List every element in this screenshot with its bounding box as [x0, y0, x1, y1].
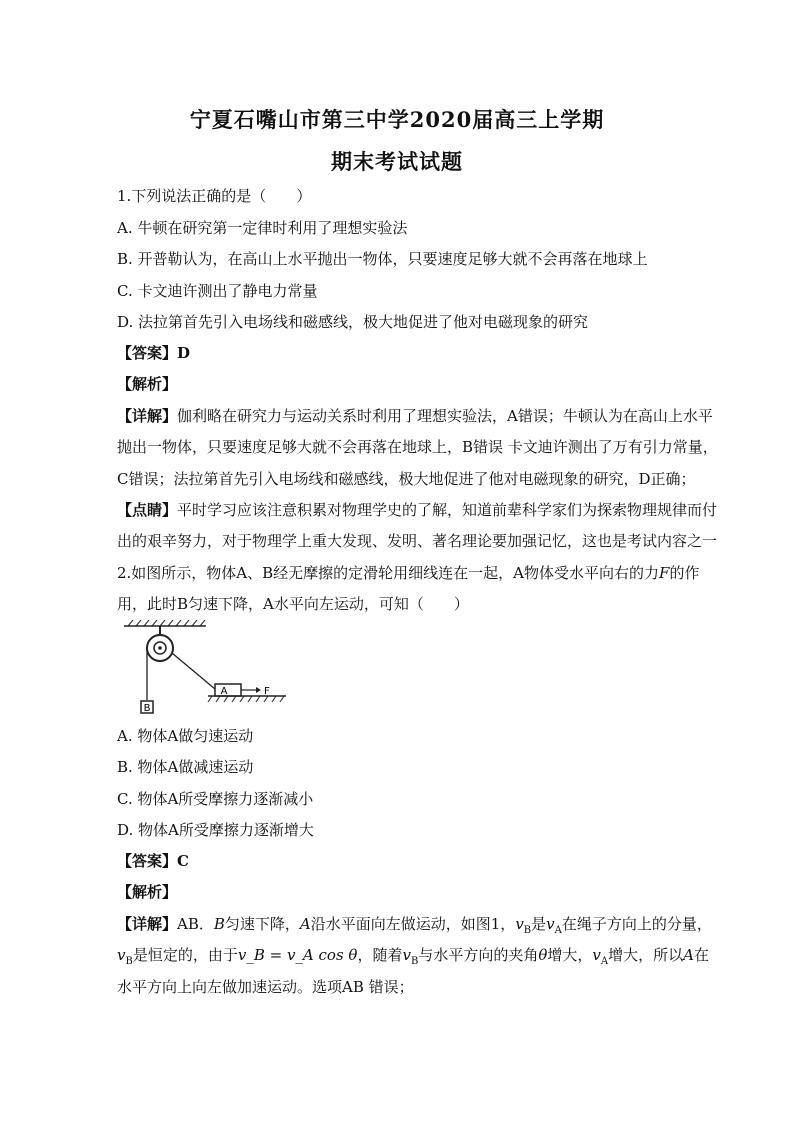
- q1-option-a: A. 牛顿在研究第一定律时利用了理想实验法: [117, 219, 408, 237]
- q2-answer: 【答案】C: [117, 852, 189, 870]
- q2-detail-text: ，随着: [357, 946, 403, 964]
- force-arrow-head: [256, 687, 261, 693]
- q2-detail-text: 增大，: [547, 946, 593, 964]
- q2-detail-line-1: [117, 914, 712, 941]
- q1-tip-label: 【点睛】: [117, 501, 178, 519]
- block-a: [215, 684, 241, 696]
- q1-detail-line-1: [117, 406, 713, 426]
- q2-detail-text: 在绳子方向上的分量，: [561, 915, 712, 933]
- q1-analysis-label: 【解析】: [117, 375, 178, 393]
- q2-stem-force-symbol: F: [659, 564, 670, 582]
- q1-tip-text-1: 平时学习应该注意积累对物理学史的了解，知道前辈科学家们为探索物理规律而付: [177, 501, 718, 519]
- q1-tip-line-1: [117, 500, 718, 520]
- q2-detail-var: v: [402, 946, 411, 964]
- q2-option-d: D. 物体A所受摩擦力逐渐增大: [117, 821, 314, 839]
- q2-detail-text: AB．: [177, 915, 214, 933]
- q2-detail-var: θ: [538, 946, 548, 964]
- block-b-label: B: [143, 703, 151, 714]
- q2-detail-text: 沿水平面向左做运动，如图1，: [310, 915, 516, 933]
- rope-to-a: [172, 653, 215, 689]
- q2-detail-sub: A: [600, 956, 609, 967]
- q2-detail-label: 【详解】: [117, 915, 178, 933]
- pulley-center: [158, 646, 162, 650]
- q2-detail-line-3: 水平方向上向左做加速运动。选项AB 错误；: [117, 978, 414, 996]
- q2-analysis-label: 【解析】: [117, 883, 178, 901]
- q2-stem-text-b: 的作: [669, 564, 700, 582]
- q2-detail-text: 是: [531, 915, 547, 933]
- q2-stem-line-1: [117, 563, 700, 583]
- q2-option-c: C. 物体A所受摩擦力逐渐减小: [117, 790, 314, 808]
- force-label: F: [264, 686, 270, 697]
- q2-detail-sub: A: [554, 925, 562, 936]
- q2-stem-line-2: 用，此时B匀速下降，A水平向左运动，可知（ ）: [117, 595, 469, 613]
- q2-detail-var: v: [117, 946, 126, 964]
- q2-detail-text: 是恒定的，由于: [132, 946, 238, 964]
- q2-detail-var: v: [592, 946, 601, 964]
- q2-velocity-formula: v_B = v_A cos θ: [237, 946, 358, 964]
- doc-title-line-1: 宁夏石嘴山市第三中学2020届高三上学期: [189, 107, 605, 132]
- q2-detail-sub: B: [125, 956, 133, 967]
- q1-option-d: D. 法拉第首先引入电场线和磁感线，极大地促进了他对电磁现象的研究: [117, 313, 589, 331]
- q2-option-a: A. 物体A做匀速运动: [117, 727, 254, 745]
- q1-tip-line-2: 出的艰辛努力，对于物理学上重大发现、发明、著名理论要加强记忆，这也是考试内容之一: [117, 532, 718, 550]
- q1-detail-text-1: 伽利略在研究力与运动关系时利用了理想实验法，A错误；牛顿认为在高山上水平: [177, 407, 713, 425]
- q2-option-b: B. 物体A做减速运动: [117, 758, 254, 776]
- q2-detail-var: A: [299, 915, 311, 933]
- q2-detail-text: 在: [693, 946, 709, 964]
- q1-answer: 【答案】D: [117, 344, 191, 362]
- q2-detail-var: v: [515, 915, 524, 933]
- q2-detail-sub: B: [523, 925, 532, 936]
- pulley-diagram: [120, 620, 290, 720]
- ceiling-hatching: [128, 620, 205, 626]
- q2-detail-text: 匀速下降，: [224, 915, 300, 933]
- q2-detail-text: 增大，所以: [608, 946, 684, 964]
- q1-detail-line-2: 抛出一物体，只要速度足够大就不会再落在地球上，B错误 卡文迪许测出了万有引力常量，: [117, 438, 718, 456]
- q1-detail-line-3: C错误；法拉第首先引入电场线和磁感线，极大地促进了他对电磁现象的研究，D正确；: [117, 470, 696, 488]
- q2-stem-text-a: 2.如图所示，物体A、B经无摩擦的定滑轮用细线连在一起，A物体受水平向右的力: [117, 564, 660, 582]
- q2-detail-sub: B: [410, 956, 419, 967]
- q1-option-b: B. 开普勒认为，在高山上水平抛出一物体，只要速度足够大就不会再落在地球上: [117, 250, 648, 268]
- q2-detail-var: v: [546, 915, 555, 933]
- doc-title-line-2: 期末考试试题: [331, 149, 463, 174]
- q1-detail-label: 【详解】: [117, 407, 178, 425]
- block-a-label: A: [220, 686, 228, 697]
- q1-option-c: C. 卡文迪许测出了静电力常量: [117, 282, 318, 300]
- q2-detail-text: 与水平方向的夹角: [418, 946, 539, 964]
- q1-stem: 1.下列说法正确的是（ ）: [117, 187, 312, 205]
- floor-hatching: [208, 696, 284, 702]
- q2-detail-var: B: [213, 915, 225, 933]
- q2-detail-line-2: [117, 945, 709, 972]
- q2-detail-var: A: [683, 946, 694, 964]
